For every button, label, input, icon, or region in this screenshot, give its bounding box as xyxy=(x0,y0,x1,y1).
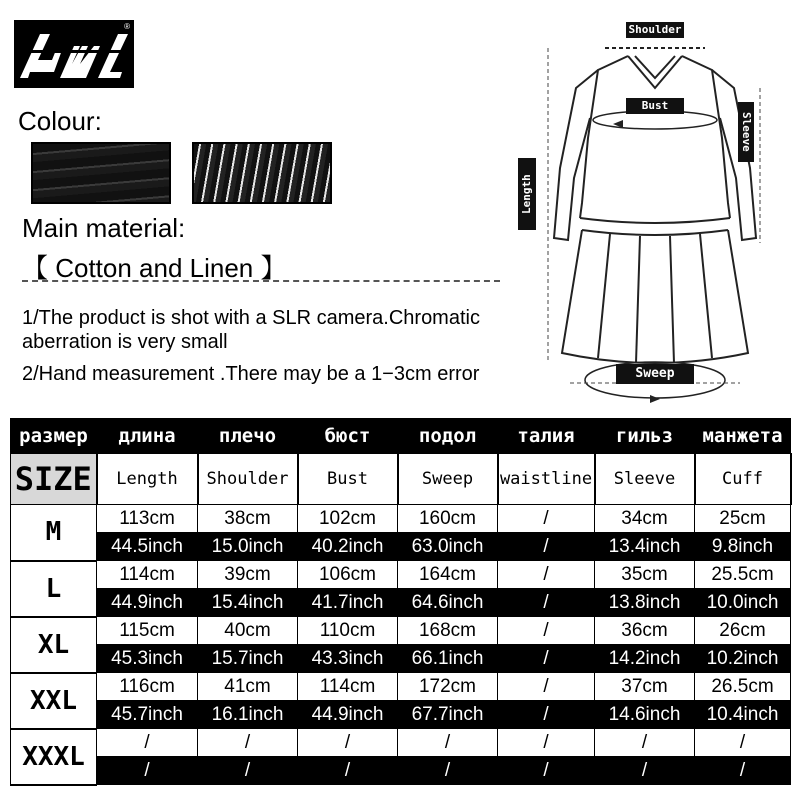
table-cell: 36cm xyxy=(595,617,695,645)
table-cell: 34cm xyxy=(595,505,695,533)
table-cell: 172cm xyxy=(398,673,498,701)
table-row xyxy=(11,645,791,673)
table-cell: 25.5cm xyxy=(695,561,791,589)
size-label: XL xyxy=(11,617,97,673)
table-cell: 114cm xyxy=(97,561,198,589)
table-cell: 45.7inch xyxy=(97,701,198,729)
table-cell: 14.6inch xyxy=(595,701,695,729)
table-cell: 10.2inch xyxy=(695,645,791,673)
table-row xyxy=(11,701,791,729)
table-cell: 13.8inch xyxy=(595,589,695,617)
table-cell: / xyxy=(97,757,198,785)
header-row-en xyxy=(11,454,791,505)
table-cell: 14.2inch xyxy=(595,645,695,673)
table-cell: / xyxy=(595,757,695,785)
brand-logo-mark xyxy=(14,20,134,88)
table-cell: 102cm xyxy=(298,505,398,533)
table-row xyxy=(11,561,791,589)
table-cell: 41.7inch xyxy=(298,589,398,617)
colour-swatch-black[interactable] xyxy=(31,142,171,204)
table-cell: 37cm xyxy=(595,673,695,701)
table-cell: 25cm xyxy=(695,505,791,533)
table-cell: 10.4inch xyxy=(695,701,791,729)
header-en-sweep: Sweep xyxy=(398,454,498,505)
colour-label: Colour: xyxy=(18,106,102,136)
table-cell: / xyxy=(298,757,398,785)
dress-illustration xyxy=(510,18,780,413)
size-label: L xyxy=(11,561,97,617)
table-cell: 106cm xyxy=(298,561,398,589)
table-cell: / xyxy=(695,757,791,785)
table-row xyxy=(11,617,791,645)
header-ru-cuff: манжета xyxy=(695,419,791,454)
material-value: 【 Cotton and Linen 】 xyxy=(22,253,287,283)
table-cell: 168cm xyxy=(398,617,498,645)
header-ru-length: длина xyxy=(97,419,198,454)
table-cell: 44.9inch xyxy=(298,701,398,729)
table-cell: 15.0inch xyxy=(198,533,298,561)
size-label: XXXL xyxy=(11,729,97,785)
header-ru-waist: талия xyxy=(498,419,595,454)
table-cell: 114cm xyxy=(298,673,398,701)
table-cell: 10.0inch xyxy=(695,589,791,617)
table-cell: 26.5cm xyxy=(695,673,791,701)
header-en-bust: Bust xyxy=(298,454,398,505)
label-length: Length xyxy=(518,158,536,230)
label-sweep: Sweep xyxy=(616,364,694,384)
header-ru-size: размер xyxy=(11,419,97,454)
table-cell: 9.8inch xyxy=(695,533,791,561)
table-cell: / xyxy=(198,757,298,785)
table-cell: 44.5inch xyxy=(97,533,198,561)
table-cell: 113cm xyxy=(97,505,198,533)
table-cell: / xyxy=(498,589,595,617)
size-chart-table xyxy=(10,418,792,786)
size-label: M xyxy=(11,505,97,561)
table-cell: 164cm xyxy=(398,561,498,589)
table-cell: 41cm xyxy=(198,673,298,701)
table-cell: / xyxy=(498,729,595,757)
table-cell: 45.3inch xyxy=(97,645,198,673)
registered-mark: ® xyxy=(124,22,130,31)
table-cell: 43.3inch xyxy=(298,645,398,673)
table-row xyxy=(11,757,791,785)
table-cell: / xyxy=(198,729,298,757)
table-cell: 63.0inch xyxy=(398,533,498,561)
table-cell: 66.1inch xyxy=(398,645,498,673)
header-en-length: Length xyxy=(97,454,198,505)
garment-diagram xyxy=(510,18,780,413)
table-cell: 115cm xyxy=(97,617,198,645)
table-cell: / xyxy=(498,533,595,561)
table-cell: / xyxy=(398,729,498,757)
header-row-ru xyxy=(11,419,791,454)
table-cell: / xyxy=(498,645,595,673)
table-cell: / xyxy=(298,729,398,757)
header-en-shoulder: Shoulder xyxy=(198,454,298,505)
table-cell: / xyxy=(595,729,695,757)
table-cell: 40cm xyxy=(198,617,298,645)
header-en-waistline: waistline xyxy=(498,454,595,505)
header-ru-sleeve: гильз xyxy=(595,419,695,454)
divider xyxy=(22,280,500,282)
note-measurement: 2/Hand measurement .There may be a 1−3cm error xyxy=(22,363,480,385)
table-row xyxy=(11,505,791,533)
table-cell: / xyxy=(498,505,595,533)
table-cell: / xyxy=(398,757,498,785)
label-bust: Bust xyxy=(626,98,684,114)
table-cell: 13.4inch xyxy=(595,533,695,561)
table-row xyxy=(11,729,791,757)
table-cell: 110cm xyxy=(298,617,398,645)
note-camera: 1/The product is shot with a SLR camera.Chromatic aberration is very small xyxy=(22,307,480,353)
colour-swatch-stripe[interactable] xyxy=(192,142,332,204)
header-ru-bust: бюст xyxy=(298,419,398,454)
header-ru-shoulder: плечо xyxy=(198,419,298,454)
table-cell: / xyxy=(498,701,595,729)
header-en-size: SIZE xyxy=(11,454,97,505)
table-cell: 64.6inch xyxy=(398,589,498,617)
table-cell: 160cm xyxy=(398,505,498,533)
table-row xyxy=(11,673,791,701)
table-row xyxy=(11,589,791,617)
table-cell: 39cm xyxy=(198,561,298,589)
header-en-sleeve: Sleeve xyxy=(595,454,695,505)
table-cell: / xyxy=(498,673,595,701)
table-cell: / xyxy=(498,757,595,785)
table-cell: 35cm xyxy=(595,561,695,589)
label-shoulder: Shoulder xyxy=(626,22,684,38)
table-cell: / xyxy=(97,729,198,757)
size-label: XXL xyxy=(11,673,97,729)
table-cell: / xyxy=(498,617,595,645)
table-cell: 15.7inch xyxy=(198,645,298,673)
header-en-cuff: Cuff xyxy=(695,454,791,505)
table-cell: 38cm xyxy=(198,505,298,533)
table-cell: 16.1inch xyxy=(198,701,298,729)
table-cell: 40.2inch xyxy=(298,533,398,561)
table-cell: 15.4inch xyxy=(198,589,298,617)
table-cell: 67.7inch xyxy=(398,701,498,729)
table-cell: / xyxy=(695,729,791,757)
brand-logo xyxy=(14,20,134,88)
header-ru-sweep: подол xyxy=(398,419,498,454)
table-cell: / xyxy=(498,561,595,589)
table-cell: 26cm xyxy=(695,617,791,645)
label-sleeve: Sleeve xyxy=(738,102,754,162)
material-label: Main material: xyxy=(22,213,186,243)
table-cell: 116cm xyxy=(97,673,198,701)
table-row xyxy=(11,533,791,561)
table-cell: 44.9inch xyxy=(97,589,198,617)
